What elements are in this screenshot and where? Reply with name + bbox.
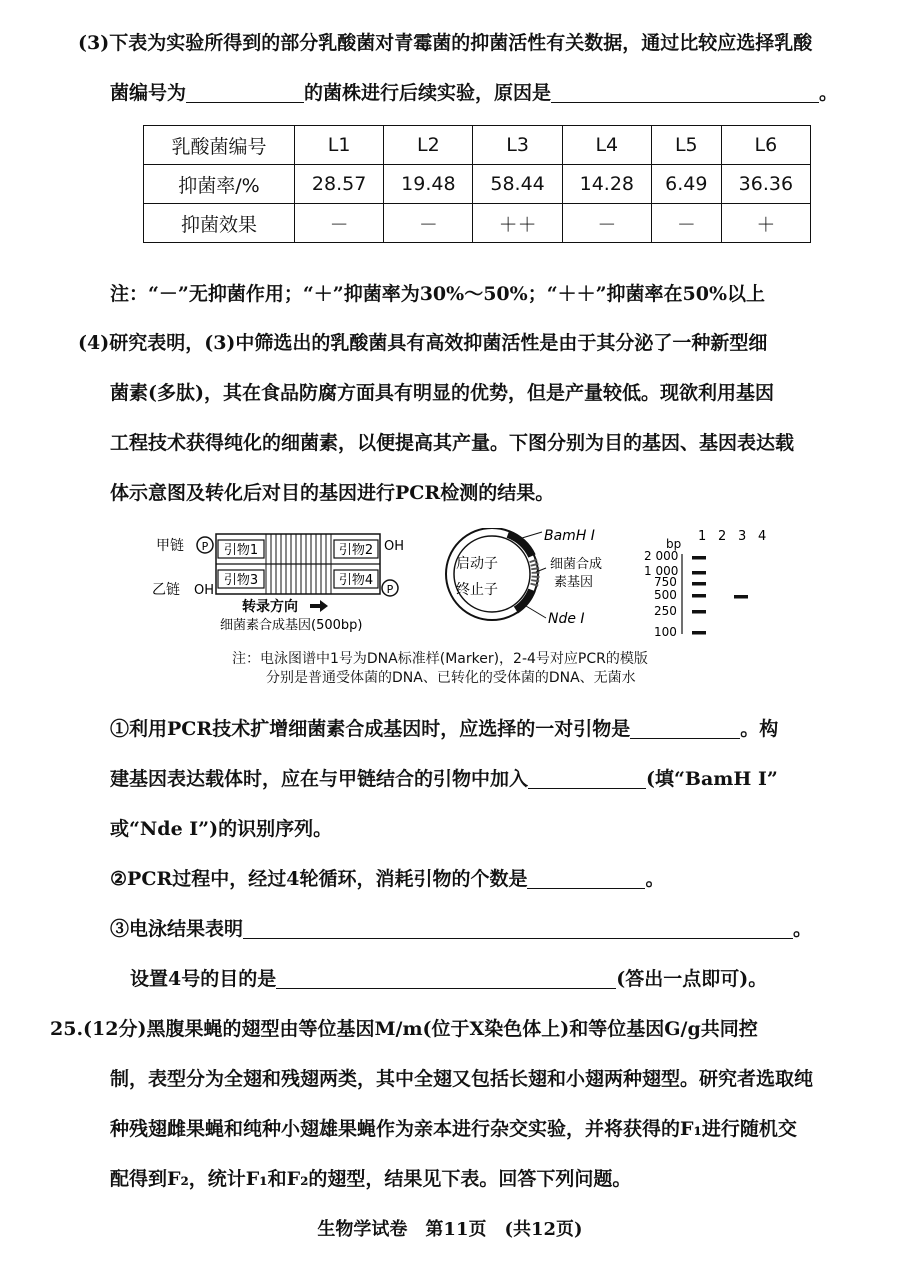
marker-band [692,610,706,614]
table-cell: L4 [562,126,651,165]
primer2-label: 引物2 [338,543,374,558]
sub3-b-end: (答出一点即可)。 [616,968,768,990]
sub3-end: 。 [793,918,813,940]
marker-label: 100 [654,625,677,639]
sub1-b: 建基因表达载体时，应在与甲链结合的引物中加入 [110,768,529,790]
table-cell: 抑菌效果 [144,204,295,243]
answer-blank-strain[interactable] [186,82,304,103]
q4-line: 体示意图及转化后对目的基因进行PCR检测的结果。 [110,482,555,504]
q3-line1: (3)下表为实验所得到的部分乳酸菌对青霉菌的抑菌活性有关数据，通过比较应选择乳酸 [78,32,813,54]
marker-band [692,571,706,575]
sub1-line-a [110,716,778,742]
marker-label: 1 000 [644,564,679,578]
table-cell: 36.36 [721,165,810,204]
table-cell: 6.49 [651,165,721,204]
table-cell: 抑菌率/% [144,165,295,204]
answer-blank-primers[interactable] [630,718,740,739]
q25-line: 制，表型分为全翅和残翅两类，其中全翅又包括长翅和小翅两种翅型。研究者选取纯 [110,1068,814,1090]
lane3-band [734,595,748,599]
table-header-row [144,126,811,165]
sub1-a-end: 。构 [740,718,779,740]
answer-blank-reason[interactable] [551,82,819,103]
sub3-line-a [110,916,812,942]
figure-note-2: 分别是普通受体菌的DNA、已转化的受体菌的DNA、无菌水 [266,670,636,686]
sub1-a: ①利用PCR技术扩增细菌素合成基因时，应选择的一对引物是 [110,718,631,740]
table-cell: L3 [473,126,562,165]
promoter-label: 启动子 [456,556,498,572]
sub1-b-end: (填“BamH I” [646,768,778,790]
table-cell: L1 [295,126,384,165]
lane-label: 4 [758,529,767,544]
marker-band [692,582,706,586]
q4-line: (4)研究表明，(3)中筛选出的乳酸菌具有高效抑菌活性是由于其分泌了一种新型细 [78,332,768,354]
table-cell: － [295,204,384,243]
table-cell: － [562,204,651,243]
q3-line2-b: 的菌株进行后续实验，原因是 [304,82,552,104]
page-footer: 生物学试卷 第11页 (共12页) [317,1219,583,1240]
answer-blank-result[interactable] [243,918,793,939]
primer4-label: 引物4 [338,573,374,588]
table-cell: ＋ [721,204,810,243]
chain-a-label: 甲链 [156,538,184,554]
oh-left: OH [194,583,215,598]
table-row [144,204,811,243]
table-cell: L5 [651,126,721,165]
primer3-label: 引物3 [223,573,259,588]
sub3-a: ③电泳结果表明 [110,918,244,940]
sub3-b: 设置4号的目的是 [130,968,277,990]
vector-gene-label-1: 细菌合成 [550,557,603,572]
chain-b-label: 乙链 [152,582,180,598]
lane-label: 1 [698,529,707,544]
bamh1-label: BamH I [544,528,595,544]
answer-blank-site[interactable] [528,768,646,789]
transcription-label: 转录方向 [242,599,298,615]
p-mark: P [386,583,394,596]
promoter-segment [508,534,532,556]
table-cell: ＋＋ [473,204,562,243]
plasmid-inner [454,536,530,612]
marker-band [692,594,706,598]
sub2-a: ②PCR过程中，经过4轮循环，消耗引物的个数是 [110,868,528,890]
answer-blank-purpose[interactable] [276,968,616,989]
figure-note-1: 注：电泳图谱中1号为DNA标准样(Marker)，2-4号对应PCR的模版 [232,651,648,667]
vector-gene-label-2: 素基因 [554,575,594,590]
table-cell: L6 [721,126,810,165]
q3-line2 [110,80,838,106]
sub3-line-b [130,966,767,992]
sub2-end: 。 [645,868,665,890]
table-cell: 乳酸菌编号 [144,126,295,165]
table-cell: 14.28 [562,165,651,204]
table-cell: 58.44 [473,165,562,204]
gene-figure [150,528,790,648]
marker-label: 500 [654,588,677,602]
terminator-segment [516,590,532,610]
arrow-right-icon [310,600,328,612]
answer-blank-primer-count[interactable] [527,868,645,889]
terminator-label: 终止子 [456,582,498,598]
q25-line: 种残翅雌果蝇和纯种小翅雄果蝇作为亲本进行杂交实验，并将获得的F₁进行随机交 [110,1118,797,1140]
gene-segment [533,560,536,586]
table-cell: － [384,204,473,243]
lane-label: 3 [738,529,747,544]
marker-label: 750 [654,575,677,589]
primer1-label: 引物1 [223,543,259,558]
marker-band [692,631,706,635]
sub1-line-c: 或“Nde I”)的识别序列。 [110,818,333,840]
ndei-label: Nde I [548,611,585,627]
table-row [144,165,811,204]
table-note: 注：“－”无抑菌作用；“＋”抑菌率为30%～50%；“＋＋”抑菌率在50%以上 [110,283,766,305]
q3-line2-end: 。 [819,82,839,104]
marker-label: 250 [654,604,677,618]
q25-line: 25.(12分)黑腹果蝇的翅型由等位基因M/m(位于X染色体上)和等位基因G/g共同控 [50,1018,758,1040]
bacteria-table [143,125,811,243]
marker-band [692,556,706,560]
table-cell: L2 [384,126,473,165]
sub2-line [110,866,664,892]
lane-label: 2 [718,529,727,544]
table-cell: 19.48 [384,165,473,204]
sub1-line-b [110,766,778,792]
q4-line: 菌素(多肽)，其在食品防腐方面具有明显的优势，但是产量较低。现欲利用基因 [110,382,774,404]
gene-label: 细菌素合成基因(500bp) [220,618,363,633]
table-cell: 28.57 [295,165,384,204]
table-cell: － [651,204,721,243]
q3-line2-a: 菌编号为 [110,82,187,104]
q4-line: 工程技术获得纯化的细菌素，以便提高其产量。下图分别为目的基因、基因表达载 [110,432,795,454]
q25-line: 配得到F₂，统计F₁和F₂的翅型，结果见下表。回答下列问题。 [110,1168,632,1190]
p-mark: P [201,540,209,553]
bp-label: bp [666,537,682,551]
marker-label: 2 000 [644,549,679,563]
oh-right: OH [384,539,405,554]
